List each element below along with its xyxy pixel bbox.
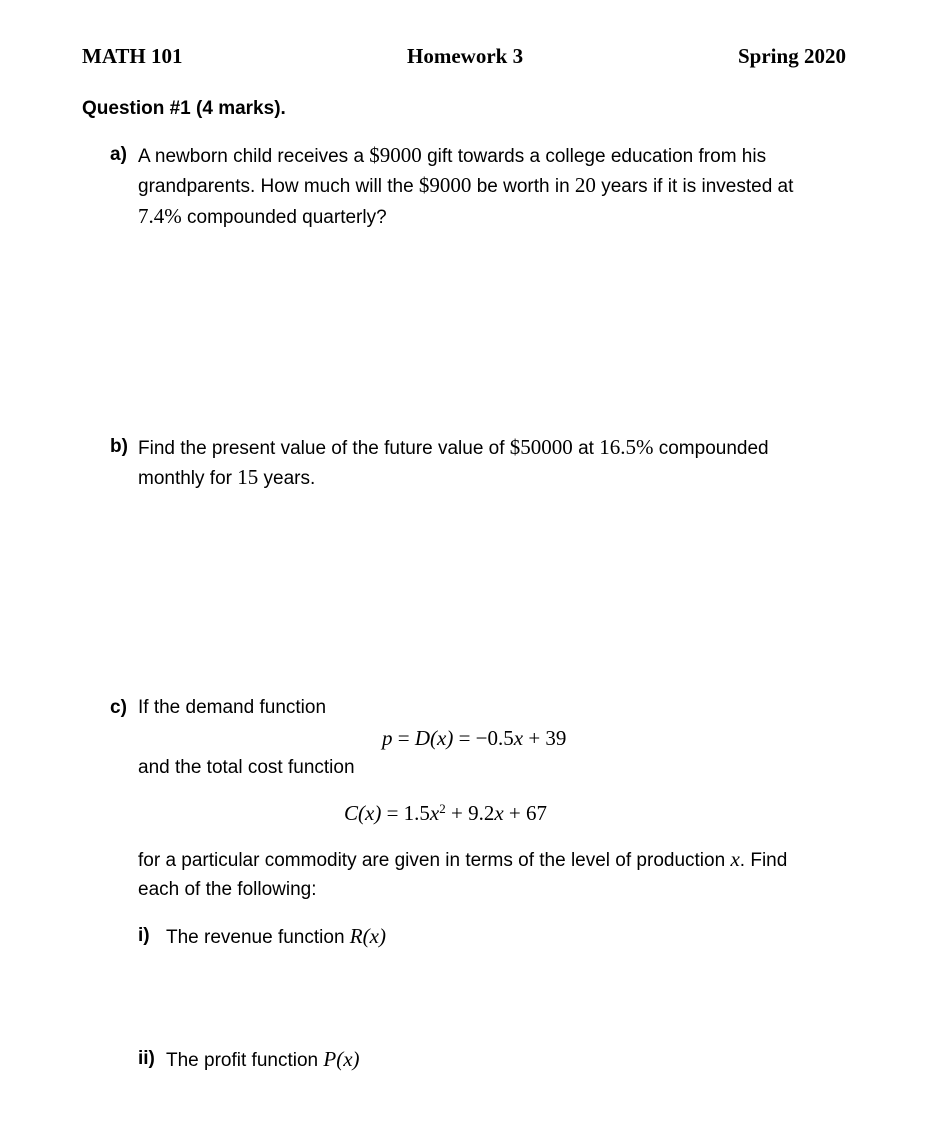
part-a-line-1: A newborn child receives a $9000 gift towards a college education from his	[138, 143, 767, 167]
part-a-amount-1: $9000	[369, 143, 422, 167]
part-c-cost-intro: and the total cost function	[138, 757, 355, 778]
assignment-title: Homework 3	[407, 44, 524, 68]
sub-ii-label: ii)	[138, 1048, 155, 1069]
part-b-amount: $50000	[509, 435, 573, 459]
sub-i-label: i)	[138, 925, 150, 946]
term-label: Spring 2020	[738, 44, 846, 68]
part-a-line-2: grandparents. How much will the $9000 be worth in 20 years if it is invested at	[138, 173, 794, 197]
question-title: Question #1 (4 marks).	[82, 98, 286, 119]
part-a-amount-2: $9000	[418, 173, 472, 197]
sub-ii-text: The profit function P(x)	[166, 1047, 360, 1071]
part-b-line-1: Find the present value of the future value of $50000 at 16.5% compounded	[138, 435, 769, 459]
part-c-intro: If the demand function	[138, 697, 327, 718]
demand-equation: p = D(x) = −0.5x + 39	[382, 726, 567, 750]
part-a-years: 20	[574, 173, 596, 197]
part-b-years: 15	[237, 465, 259, 489]
part-b-rate: 16.5%	[599, 435, 654, 459]
production-variable: x	[730, 847, 740, 871]
part-c-each-line: each of the following:	[138, 879, 317, 900]
part-c-given-line: for a particular commodity are given in terms of the level of production x. Find	[138, 847, 788, 871]
part-b-label: b)	[110, 436, 128, 457]
part-c-label: c)	[110, 697, 127, 718]
sub-i-text: The revenue function R(x)	[166, 924, 386, 948]
part-a-label: a)	[110, 144, 127, 165]
part-a-rate: 7.4%	[138, 204, 182, 228]
part-b-line-2: monthly for 15 years.	[138, 465, 316, 489]
cost-equation: $C(x) = 1.5x^2 + 9.2x + 67$	[344, 801, 548, 825]
part-a-line-3: 7.4% compounded quarterly?	[138, 204, 387, 228]
course-code: MATH 101	[82, 44, 183, 68]
